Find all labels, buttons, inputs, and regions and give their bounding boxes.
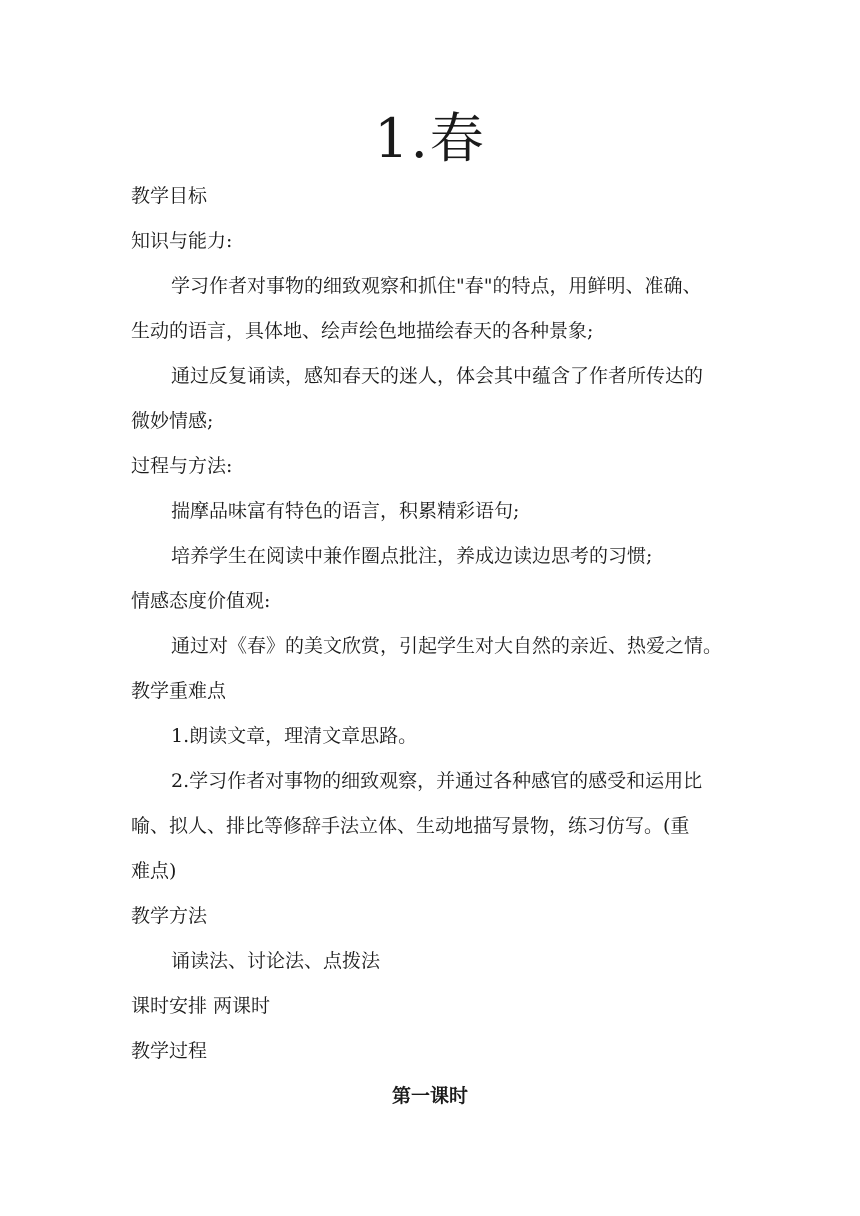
paragraph-line: 难点) xyxy=(131,860,177,882)
section-heading-schedule: 课时安排 两课时 xyxy=(131,995,271,1017)
subheading-emotion-values: 情感态度价值观: xyxy=(131,590,271,612)
list-item: 2.学习作者对事物的细致观察，并通过各种感官的感受和运用比 xyxy=(171,770,703,792)
list-item: 1.朗读文章，理清文章思路。 xyxy=(171,725,418,747)
paragraph-line: 微妙情感; xyxy=(131,410,214,432)
lesson-heading: 第一课时 xyxy=(391,1085,468,1107)
paragraph-line: 培养学生在阅读中兼作圈点批注，养成边读边思考的习惯; xyxy=(171,545,653,567)
section-heading-key-points: 教学重难点 xyxy=(131,680,227,702)
paragraph-line: 诵读法、讨论法、点拨法 xyxy=(171,950,381,972)
paragraph-line: 学习作者对事物的细致观察和抓住"春"的特点，用鲜明、准确、 xyxy=(171,275,702,297)
subheading-process-method: 过程与方法: xyxy=(131,455,233,477)
subheading-knowledge-ability: 知识与能力: xyxy=(131,230,233,252)
paragraph-line: 通过反复诵读，感知春天的迷人，体会其中蕴含了作者所传达的 xyxy=(171,365,704,387)
paragraph-line: 通过对《春》的美文欣赏，引起学生对大自然的亲近、热爱之情。 xyxy=(171,635,723,657)
section-heading-methods: 教学方法 xyxy=(131,905,208,927)
paragraph-line: 喻、拟人、排比等修辞手法立体、生动地描写景物，练习仿写。(重 xyxy=(131,815,690,837)
section-heading-process: 教学过程 xyxy=(131,1040,208,1062)
paragraph-line: 揣摩品味富有特色的语言，积累精彩语句; xyxy=(171,500,520,522)
paragraph-line: 生动的语言，具体地、绘声绘色地描绘春天的各种景象; xyxy=(131,320,594,342)
section-heading-objectives: 教学目标 xyxy=(131,185,208,207)
document-title: 1.春 xyxy=(374,107,486,170)
